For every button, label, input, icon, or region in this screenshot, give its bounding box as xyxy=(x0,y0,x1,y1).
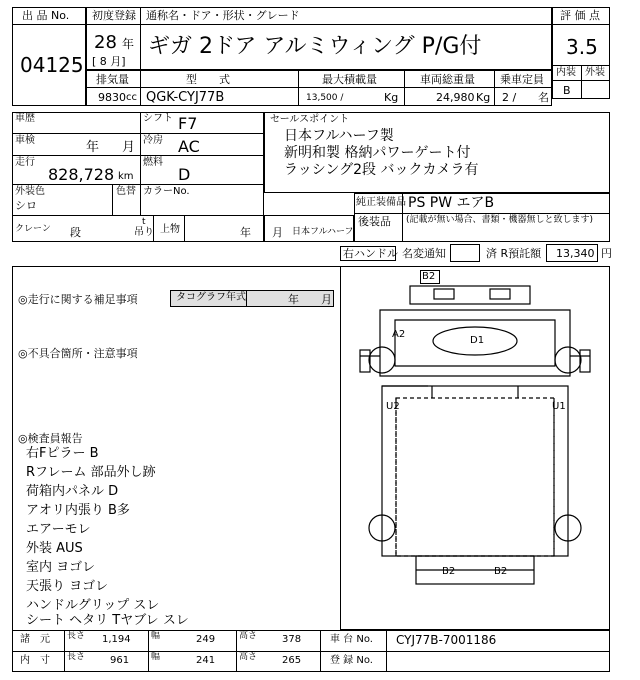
lot-number: 04125 xyxy=(20,53,84,77)
inspection-year-unit: 年 xyxy=(86,140,100,155)
gross-weight-label: 車両総重量 xyxy=(420,73,475,86)
mileage-label: 走行 xyxy=(15,157,35,168)
reg-year-unit: 年 xyxy=(122,37,135,51)
mileage-unit: km xyxy=(118,171,134,182)
model-label: 通称名・ドア・形状・グレード xyxy=(146,9,300,22)
upper-month-unit: 月 xyxy=(272,226,283,239)
crane-label: クレーン xyxy=(15,224,51,234)
steering-value: 右ハンドル xyxy=(343,247,398,260)
first-reg-label: 初度登録 xyxy=(92,9,136,22)
diagram-mark: B2 xyxy=(422,271,436,282)
tacho-month-unit: 月 xyxy=(321,293,332,306)
ac-value: AC xyxy=(178,137,200,156)
gross-weight-unit: Kg xyxy=(476,91,491,104)
diagram-mark: U2 xyxy=(386,401,400,412)
capacity-unit: 名 xyxy=(538,91,549,104)
recycle-unit: 円 xyxy=(601,247,612,260)
spec-height: 378 xyxy=(282,634,302,645)
reg-year: 28 xyxy=(94,32,117,53)
crane-t: t xyxy=(142,217,146,227)
capacity-value: 2 / xyxy=(502,91,517,104)
ext-color-value: シロ xyxy=(15,199,37,212)
int-width: 241 xyxy=(196,655,216,666)
upper-body-maker: 日本フルハーフ xyxy=(292,227,354,237)
int-height: 265 xyxy=(282,655,302,666)
spec-width: 249 xyxy=(196,634,216,645)
max-load-unit: Kg xyxy=(384,91,399,104)
inspector-line: エアーモレ xyxy=(26,522,91,537)
diagram-mark: D1 xyxy=(470,335,485,346)
length-label: 長さ xyxy=(67,631,86,641)
reg-month: [ 8 月] xyxy=(92,55,126,68)
gross-weight-value: 24,980 xyxy=(436,91,475,104)
inspection-month-unit: 月 xyxy=(122,140,136,155)
chassis-number: CYJ77B-7001186 xyxy=(396,633,497,647)
exterior-grade-label: 外装 xyxy=(585,67,605,78)
ac-label: 冷房 xyxy=(143,135,163,146)
spec-dimension-label: 諸 元 xyxy=(20,634,50,645)
lot-label: 出 品 No. xyxy=(22,9,70,22)
recycle-label: 済 R預託額 xyxy=(486,247,542,260)
aftermarket-note: (記載が無い場合、書類・機器無しと致します) xyxy=(406,215,594,225)
max-load-label: 最大積載量 xyxy=(322,73,377,86)
length-label: 長さ xyxy=(67,652,86,662)
displacement-label: 排気量 xyxy=(96,73,129,86)
ext-color-label: 外装色 xyxy=(15,186,45,197)
aftermarket-label: 後装品 xyxy=(358,215,391,228)
spec-length: 1,194 xyxy=(102,634,131,645)
interior-dimension-label: 内 寸 xyxy=(20,655,50,666)
displacement-unit: cc xyxy=(126,92,137,103)
diagram-mark: U1 xyxy=(552,401,566,412)
crane-lift: 吊り xyxy=(134,227,154,238)
score-label: 評 価 点 xyxy=(560,9,600,22)
tachograph-label: タコグラフ年式 xyxy=(176,292,246,303)
chassis-label: 車 台 No. xyxy=(330,634,373,645)
diagram-mark: B2 xyxy=(442,566,456,577)
genuine-equipment: PS PW エアB xyxy=(408,195,495,211)
inspector-line: 右Fピラー B xyxy=(26,446,99,461)
crane-steps-unit: 段 xyxy=(70,226,81,239)
history-label: 車歴 xyxy=(15,113,35,124)
sales-point-line: 日本フルハーフ製 xyxy=(284,128,394,144)
shift-label: シフト xyxy=(143,113,173,124)
capacity-label: 乗車定員 xyxy=(500,73,544,86)
name-change-box xyxy=(450,244,480,262)
model-type-label: 型 式 xyxy=(186,73,230,86)
sales-point-line: ラッシング2段 バックカメラ有 xyxy=(284,162,479,178)
height-label: 高さ xyxy=(239,652,258,662)
driving-remarks-label: ◎走行に関する補足事項 xyxy=(18,293,138,306)
inspector-line: 外装 AUS xyxy=(26,541,83,556)
score-value: 3.5 xyxy=(566,35,598,59)
fuel-value: D xyxy=(178,165,191,184)
diagram-mark: A2 xyxy=(392,329,406,340)
int-length: 961 xyxy=(110,655,130,666)
inspector-line: Rフレーム 部品外し跡 xyxy=(26,465,156,480)
inspector-line: 荷箱内パネル D xyxy=(26,484,119,499)
upper-year-unit: 年 xyxy=(240,226,251,239)
inspector-line: ハンドルグリップ スレ xyxy=(26,598,160,613)
sales-points-label: セールスポイント xyxy=(270,114,350,125)
sales-point-line: 新明和製 格納パワーゲート付 xyxy=(284,145,471,161)
inspector-line: 室内 ヨゴレ xyxy=(26,560,96,575)
inspection-label: 車検 xyxy=(15,135,35,146)
color-change-label: 色替 xyxy=(116,186,136,197)
genuine-equipment-label: 純正装備品 xyxy=(356,197,406,208)
max-load-value: 13,500 / xyxy=(306,93,344,103)
interior-grade: B xyxy=(563,84,571,97)
shift-value: F7 xyxy=(178,114,198,133)
truck-diagram xyxy=(340,266,610,630)
model-code: QGK-CYJ77B xyxy=(146,90,225,105)
fuel-label: 燃料 xyxy=(143,157,163,168)
defects-label: ◎不具合箇所・注意事項 xyxy=(18,347,138,360)
diagram-mark: B2 xyxy=(494,566,508,577)
name-change-label: 名変通知 xyxy=(402,247,446,260)
displacement-value: 9830 xyxy=(98,91,126,104)
interior-grade-label: 内装 xyxy=(556,67,576,78)
mileage-value: 828,728 xyxy=(48,165,115,184)
color-no-label: カラーNo. xyxy=(143,186,190,197)
height-label: 高さ xyxy=(239,631,258,641)
upper-body-label: 上物 xyxy=(160,224,180,235)
tacho-year-unit: 年 xyxy=(288,293,299,306)
width-label: 幅 xyxy=(151,652,161,662)
inspector-line: 天張り ヨゴレ xyxy=(26,579,109,594)
registration-no-label: 登 録 No. xyxy=(330,655,373,666)
inspector-line: アオリ内張り B多 xyxy=(26,503,130,518)
inspector-line: シート ヘタリ Tヤブレ スレ xyxy=(26,613,189,628)
vehicle-name: ギガ 2ドア アルミウィング P/G付 xyxy=(148,34,482,59)
inspector-report-label: ◎検査員報告 xyxy=(18,432,83,445)
width-label: 幅 xyxy=(151,631,161,641)
recycle-amount: 13,340 xyxy=(556,247,595,260)
